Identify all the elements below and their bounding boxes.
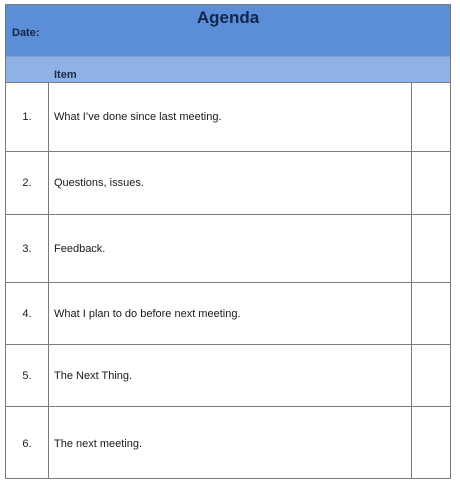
row-number: 2.: [22, 177, 32, 189]
agenda-table: [5, 4, 451, 479]
row-number: 3.: [22, 242, 32, 255]
row-item-text: The next meeting.: [54, 437, 143, 450]
number-column-divider: [48, 82, 49, 478]
row-number: 5.: [22, 369, 32, 382]
date-label: Date:: [12, 27, 40, 39]
item-column-header: Item: [54, 69, 77, 81]
column-header-bar: [6, 56, 450, 82]
row-number: 1.: [22, 111, 32, 123]
row-number: 6.: [22, 437, 32, 450]
row-item-text: What I plan to do before next meeting.: [54, 307, 241, 320]
notes-column-divider: [411, 82, 412, 478]
table-row: [6, 214, 450, 282]
agenda-title: Agenda: [196, 8, 260, 27]
row-item-text: Feedback.: [54, 242, 106, 255]
title-bar: [6, 5, 450, 56]
table-row: [6, 151, 450, 214]
row-item-text: What I’ve done since last meeting.: [54, 111, 222, 123]
row-item-text: The Next Thing.: [54, 369, 133, 382]
row-number: 4.: [22, 307, 32, 320]
table-row: [6, 344, 450, 406]
table-row: [6, 82, 450, 151]
table-row: [6, 406, 450, 480]
row-item-text: Questions, issues.: [54, 177, 144, 189]
table-row: [6, 282, 450, 344]
